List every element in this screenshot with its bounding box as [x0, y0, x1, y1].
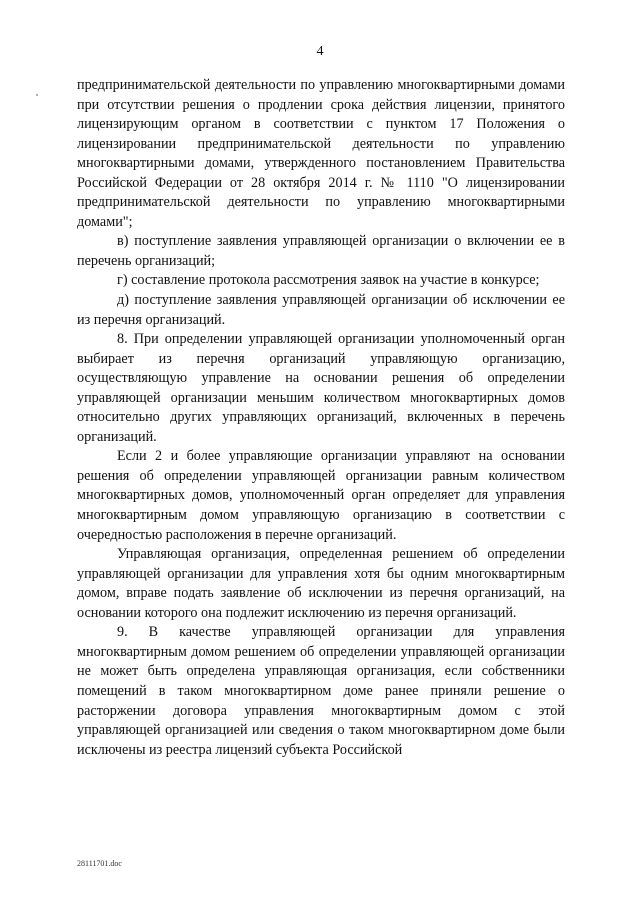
- paragraph-item-v: в) поступление заявления управляющей организации о включении ее в перечень организаций;: [77, 233, 565, 269]
- paragraph-continuation: предпринимательской деятельности по управлению многоквартирными домами при отсутствии решения о продлении срока действия лицензии, принятого лицензирующим органом в соответствии с пунктом 17 Положения о лицензировании предпринимательской деятельности по управлению многоквартирными домами, утвержденного постановлением Правительства Российской Федерации от 28 октября 2014 г. № 1110 "О лицензировании предпринимательской деятельности по управлению многоквартирными домами";: [77, 77, 565, 230]
- paragraph-exclusion-right: Управляющая организация, определенная решением об определении управляющей организации для управления хотя бы одним многоквартирным домом, вправе подать заявление об исключении из перечня организаций, на основании которого она подлежит исключению из перечня организаций.: [77, 546, 565, 621]
- paragraph-equal-count: Если 2 и более управляющие организации управляют на основании решения об определении управляющей организации равным количеством многоквартирных домов, уполномоченный орган определяет для управления многоквартирным домом управляющую организацию в соответствии с очередностью расположения в перечне организаций.: [77, 448, 565, 543]
- paragraph-clause-9: 9. В качестве управляющей организации для управления многоквартирным домом решением об определении управляющей организации не может быть определена управляющая организация, если собственники помещений в таком многоквартирном доме ранее приняли решение о расторжении договора управления многоквартирным домом с этой управляющей организацией или сведения о таком многоквартирном доме были исключены из реестра лицензий субъекта Российской: [77, 624, 565, 758]
- paragraph-item-g: г) составление протокола рассмотрения заявок на участие в конкурсе;: [117, 272, 540, 289]
- document-body: [77, 76, 565, 760]
- paragraph-clause-8: 8. При определении управляющей организации уполномоченный орган выбирает из перечня организаций управляющую организацию, осуществляющую управление на основании решения об определении управляющей организации меньшим количеством многоквартирных домов относительно других управляющих организаций, включенных в перечень организаций.: [77, 331, 565, 445]
- page-number: 4: [316, 44, 324, 59]
- paragraph-item-d: д) поступление заявления управляющей организации об исключении ее из перечня организаций.: [77, 292, 565, 328]
- scan-mark: [36, 94, 38, 96]
- document-file-code: 28111701.doc: [77, 859, 122, 868]
